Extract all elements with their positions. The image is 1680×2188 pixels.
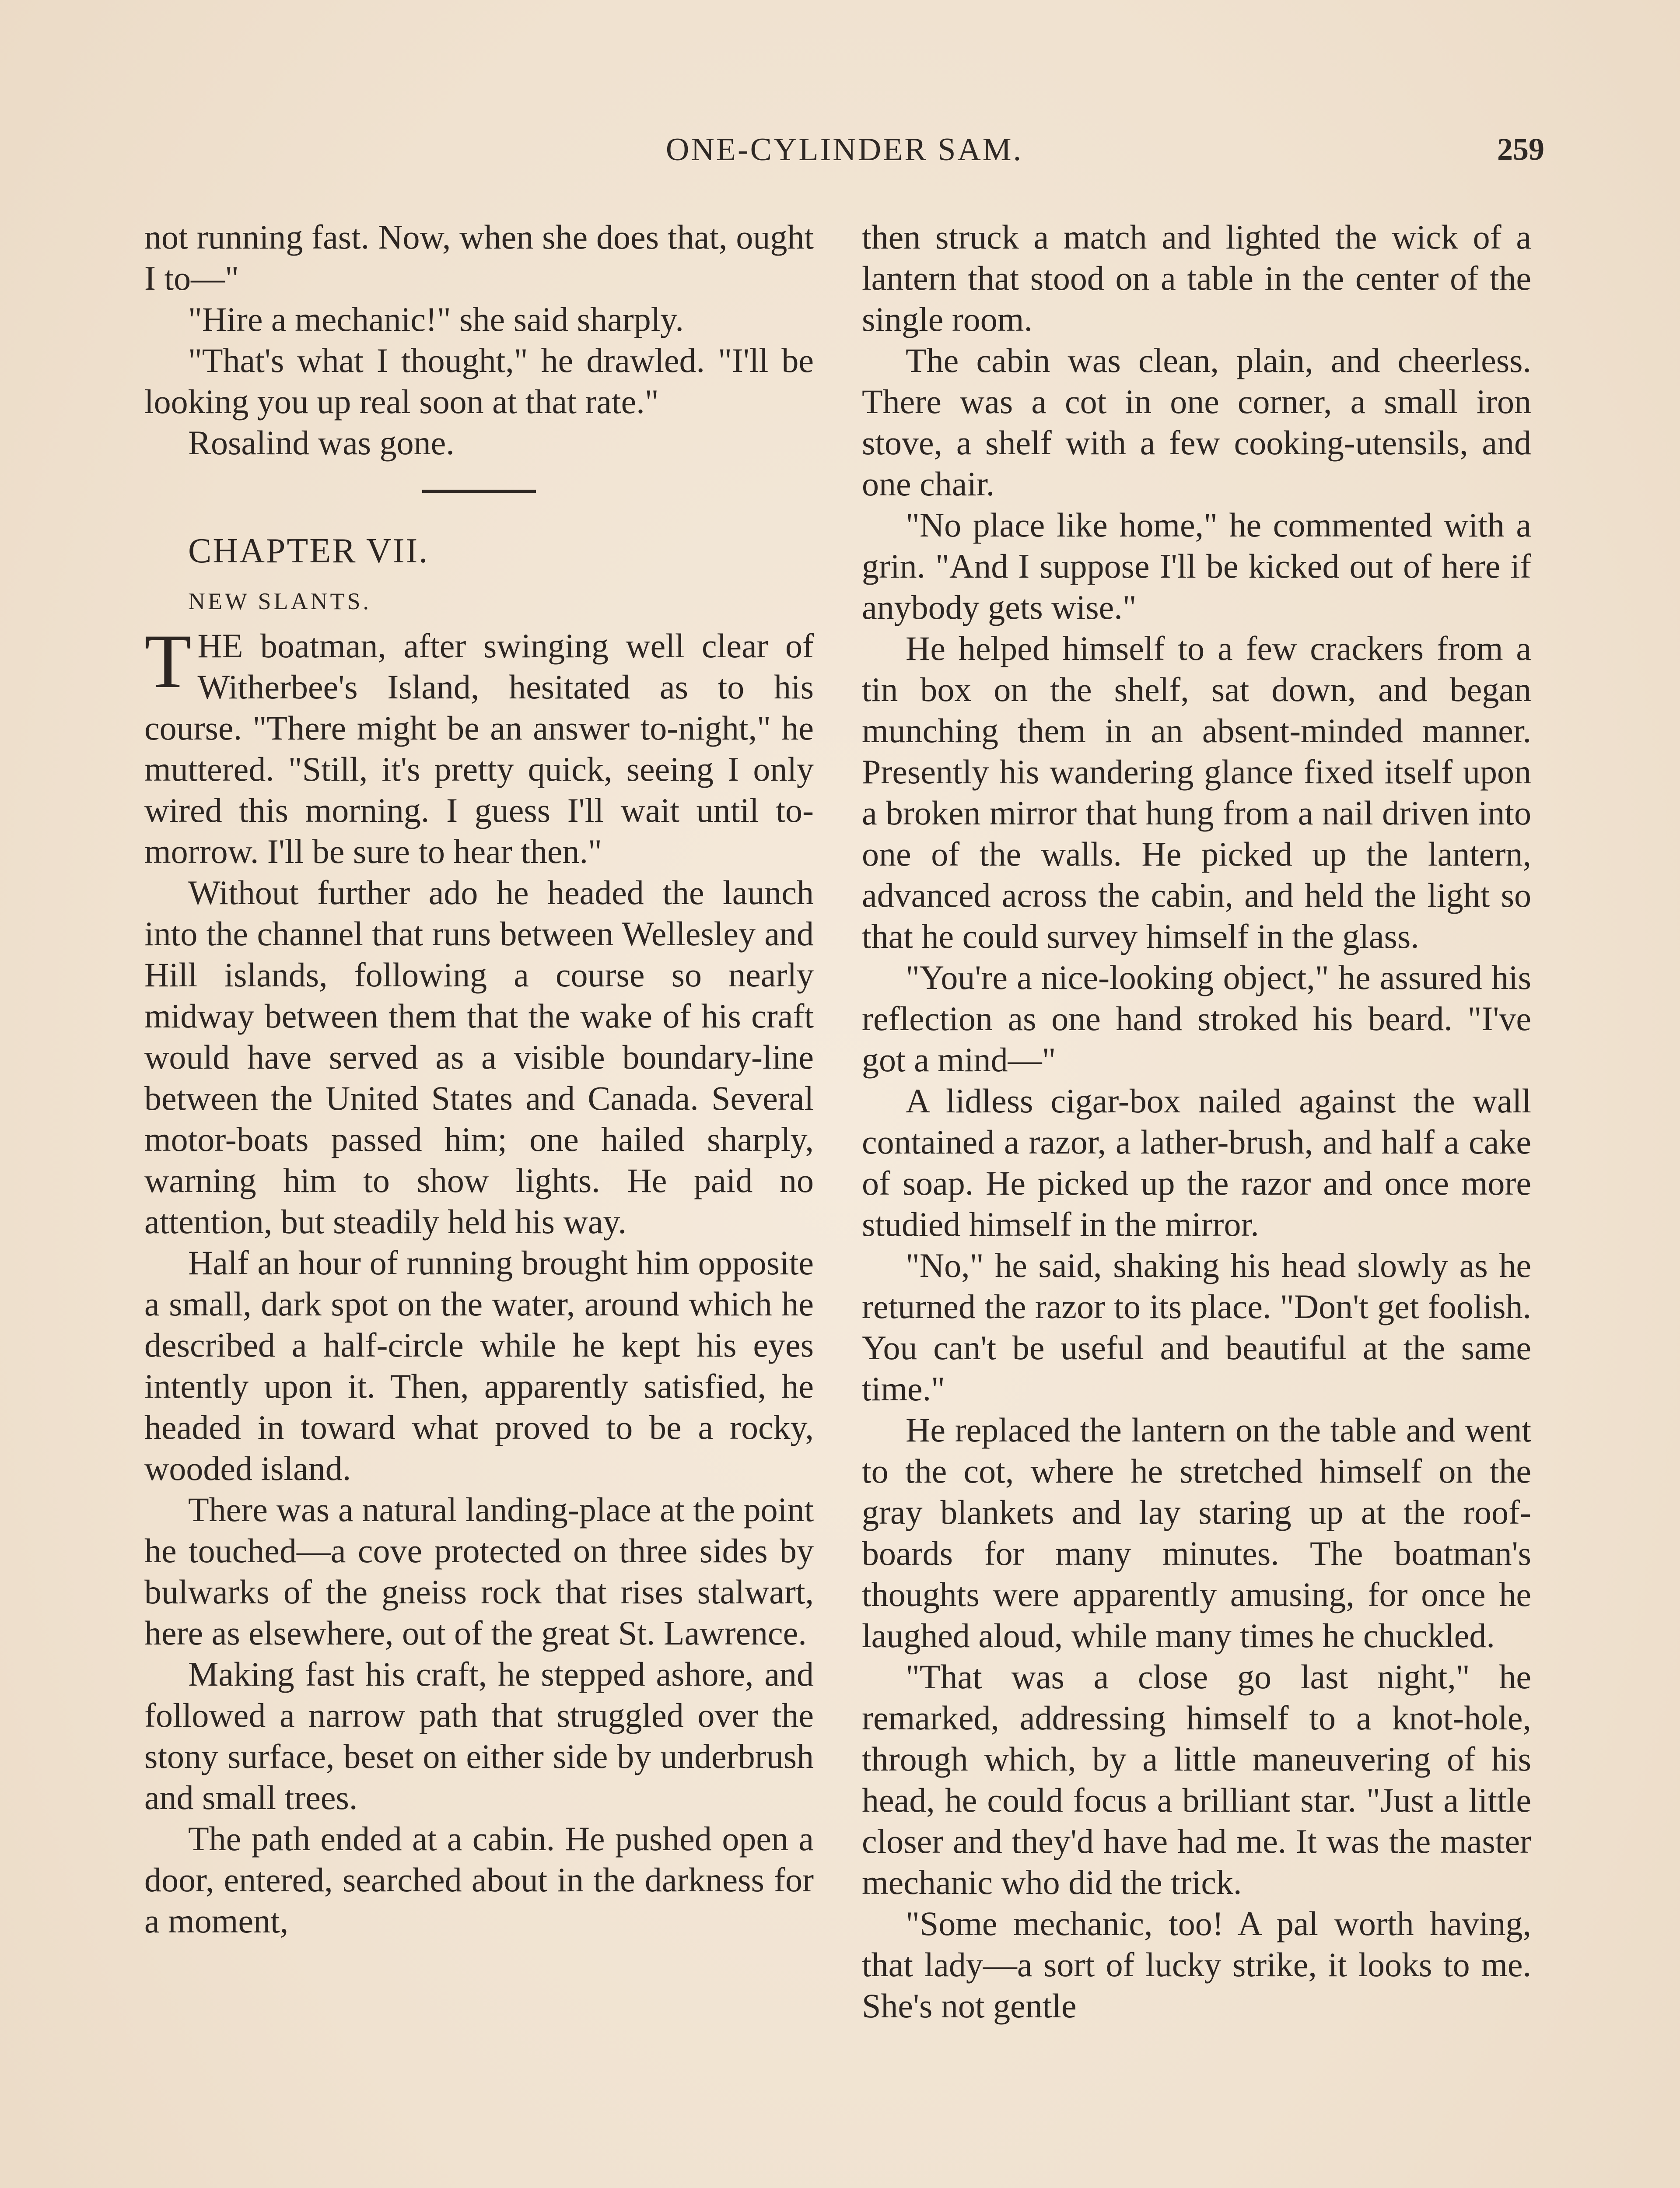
paragraph: "No," he said, shaking his head slowly as he returned the razor to its place. "Don't get foolish. You can't be useful and beautiful at the same time." <box>862 1246 1531 1408</box>
page-header <box>144 131 1544 184</box>
paragraph: He helped himself to a few crackers from a tin box on the shelf, sat down, and began munching them in an absent-minded manner. Presently his wandering glance fixed itself upon a broken mirror that hung from a nail driven into one of the walls. He picked up the lantern, advanced across the cabin, and held the light so that he could survey himself in the glass. <box>862 629 1531 955</box>
paragraph: then struck a match and lighted the wick of a lantern that stood on a table in the center of the single room. <box>862 218 1531 338</box>
opening-paragraph <box>144 619 814 872</box>
section-divider <box>144 463 814 525</box>
paragraph: Half an hour of running brought him opposite a small, dark spot on the water, around which he described a half-circle while he kept his eyes intently upon it. Then, apparently satisfied, he headed in toward what proved to be a rocky, wooded island. <box>144 1244 814 1487</box>
paragraph: not running fast. Now, when she does that, ought I to—" <box>144 218 814 297</box>
paragraph: "Hire a mechanic!" she said sharply. <box>188 300 684 338</box>
left-column <box>144 217 814 1942</box>
running-title: ONE-CYLINDER SAM. <box>665 132 1023 168</box>
paragraph: "You're a nice-looking object," he assured his reflection as one hand stroked his beard. "I've got a mind—" <box>862 958 1531 1079</box>
page-number: 259 <box>1497 132 1544 167</box>
drop-cap: T <box>144 619 192 704</box>
chapter-title: CHAPTER VII. <box>188 532 429 570</box>
paragraph: A lidless cigar-box nailed against the wall contained a razor, a lather-brush, and half a cake of soap. He picked up the razor and once more studied himself in the mirror. <box>862 1082 1531 1243</box>
paragraph: There was a natural landing-place at the point he touched—a cove protected on three sides by bulwarks of the gneiss rock that rises stalwart, here as elsewhere, out of the great St. Lawrence. <box>144 1490 814 1652</box>
paragraph: Rosalind was gone. <box>188 424 455 462</box>
paragraph: "Some mechanic, too! A pal worth having, that lady—a sort of lucky strike, it looks to me. She's not gentle <box>862 1904 1531 2025</box>
chapter-subtitle: NEW SLANTS. <box>188 588 372 614</box>
paragraph: The path ended at a cabin. He pushed open a door, entered, searched about in the darkness for a moment, <box>144 1820 814 1940</box>
right-column <box>862 217 1531 2027</box>
paragraph: Making fast his craft, he stepped ashore, and followed a narrow path that struggled over the stony surface, beset on either side by underbrush and small trees. <box>144 1655 814 1816</box>
paragraph: "That was a close go last night," he remarked, addressing himself to a knot-hole, through which, by a little maneuvering of his head, he could focus a brilliant star. "Just a little closer and they'd have had me. It was the master mechanic who did the trick. <box>862 1658 1531 1901</box>
paragraph: "That's what I thought," he drawled. "I'll be looking you up real soon at that rate." <box>144 341 814 421</box>
paragraph: Without further ado he headed the launch into the channel that runs between Wellesley and Hill islands, following a course so nearly midway between them that the wake of his craft would have served as a visible boundary-line between the United States and Canada. Several motor-boats passed him; one hailed sharply, warning him to show lights. He paid no attention, but steadily held his way. <box>144 873 814 1241</box>
paragraph: He replaced the lantern on the table and went to the cot, where he stretched himself on the gray blankets and lay staring up at the roof-boards for many minutes. The boatman's thoughts were apparently amusing, for once he laughed aloud, while many times he chuckled. <box>862 1411 1531 1655</box>
paragraph: The cabin was clean, plain, and cheerless. There was a cot in one corner, a small iron stove, a shelf with a few cooking-utensils, and one chair. <box>862 341 1531 503</box>
opening-paragraph-text: HE boatman, after swinging well clear of Witherbee's Island, hesitated as to his course. "There might be an answer to-night," he muttered. "Still, it's pretty quick, seeing I only wired this morning. I guess I'll wait until to-morrow. I'll be sure to hear then." <box>144 627 814 870</box>
paragraph: "No place like home," he commented with a grin. "And I suppose I'll be kicked out of here if anybody gets wise." <box>862 506 1531 626</box>
